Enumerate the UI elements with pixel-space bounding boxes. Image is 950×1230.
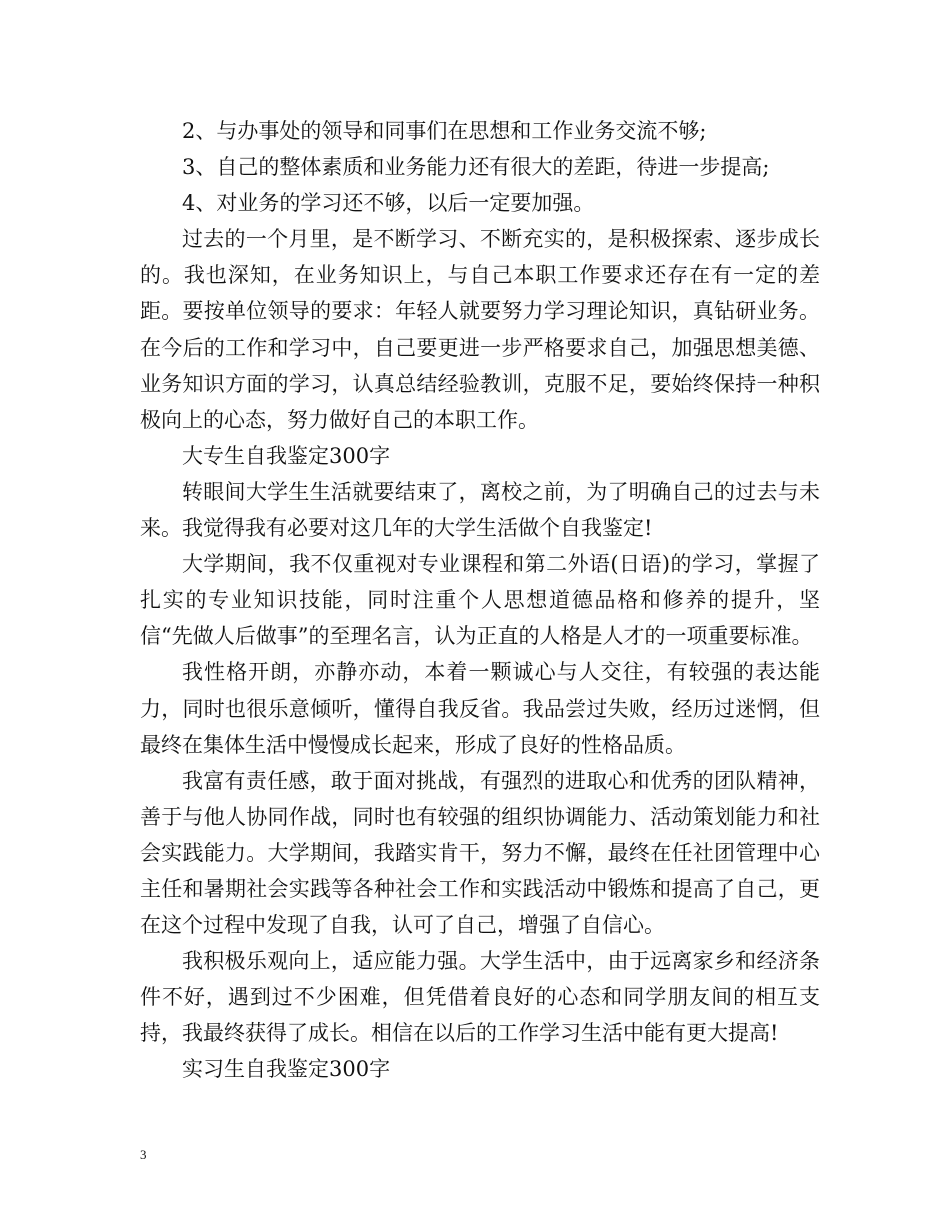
list-item-3: 3、自己的整体素质和业务能力还有很大的差距，待进一步提高;	[182, 155, 770, 180]
responsibility-paragraph: 我富有责任感，敢于面对挑战，有强烈的进取心和优秀的团队精神，善于与他人协同作战，同时也有较强的组织协调能力、活动策划能力和社会实践能力。大学期间，我踏实肯干，努力不懈，最终在任社团管理中心主任和暑期社会实践等各种社会工作和实践活动中锻炼和提高了自己，更在这个过程中发现了自我，认可了自己，增强了自信心。	[140, 768, 820, 938]
personality-paragraph: 我性格开朗，亦静亦动，本着一颗诚心与人交往，有较强的表达能力，同时也很乐意倾听，懂得自我反省。我品尝过失败，经历过迷惘，但最终在集体生活中慢慢成长起来，形成了良好的性格品质。	[140, 660, 820, 757]
document-body	[140, 113, 820, 1088]
section-heading-intern: 实习生自我鉴定300字	[182, 1057, 391, 1082]
summary-paragraph: 过去的一个月里，是不断学习、不断充实的，是积极探索、逐步成长的。我也深知，在业务知识上，与自己本职工作要求还存在有一定的差距。要按单位领导的要求：年轻人就要努力学习理论知识，真钻研业务。在今后的工作和学习中，自己要更进一步严格要求自己，加强思想美德、业务知识方面的学习，认真总结经验教训，克服不足，要始终保持一种积极向上的心态，努力做好自己的本职工作。	[140, 227, 820, 432]
college-intro-paragraph: 转眼间大学生生活就要结束了，离校之前，为了明确自己的过去与未来。我觉得我有必要对这几年的大学生活做个自我鉴定!	[140, 479, 820, 541]
study-paragraph: 大学期间，我不仅重视对专业课程和第二外语(日语)的学习，掌握了扎实的专业知识技能，同时注重个人思想道德品格和修养的提升，坚信“先做人后做事”的至理名言，认为正直的人格是人才的一项重要标准。	[140, 552, 820, 649]
list-item-4: 4、对业务的学习还不够，以后一定要加强。	[182, 191, 595, 216]
list-item-2: 2、与办事处的领导和同事们在思想和工作业务交流不够;	[182, 119, 707, 143]
optimism-paragraph: 我积极乐观向上，适应能力强。大学生活中，由于远离家乡和经济条件不好，遇到过不少困难，但凭借着良好的心态和同学朋友间的相互支持，我最终获得了成长。相信在以后的工作学习生活中能有更大提高!	[140, 949, 820, 1046]
section-heading-college: 大专生自我鉴定300字	[182, 443, 391, 468]
page-number: 3	[140, 1147, 147, 1162]
